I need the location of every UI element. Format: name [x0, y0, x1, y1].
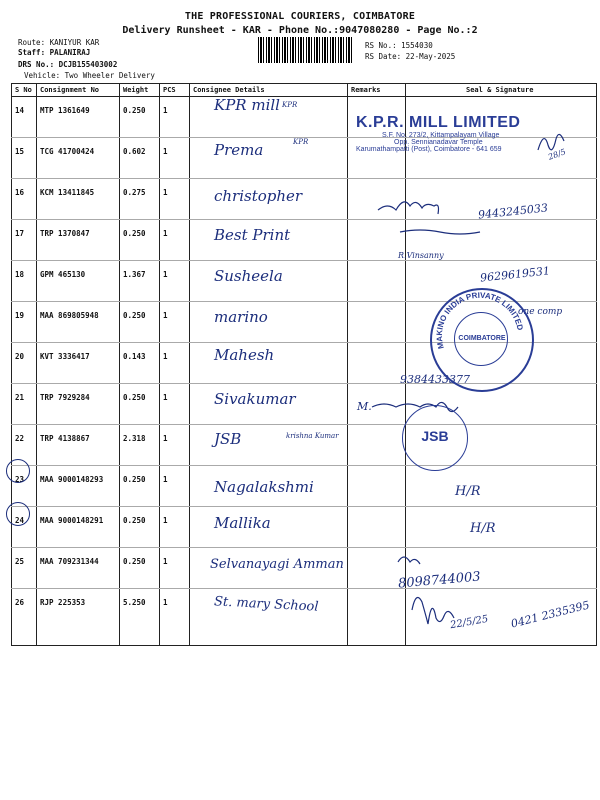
- row-consignment: TRP 4138867: [37, 425, 120, 466]
- jsb-stamp: [402, 405, 468, 471]
- row-sno: 21: [12, 384, 37, 425]
- vehicle-label: Vehicle: Two Wheeler Delivery: [24, 71, 155, 80]
- signature-21: M.: [357, 400, 372, 413]
- row-weight: 0.143: [120, 343, 160, 384]
- row-sno: 25: [12, 548, 37, 589]
- consignee-handwriting: Prema: [214, 141, 264, 159]
- row-sno: 22: [12, 425, 37, 466]
- col-weight: Weight: [120, 84, 160, 97]
- row-remarks: [348, 507, 406, 548]
- row-remarks: [348, 343, 406, 384]
- phone-25: 8098744003: [397, 569, 482, 592]
- row-weight: 0.250: [120, 384, 160, 425]
- consignee-handwriting: Best Print: [214, 226, 291, 244]
- table-row: [12, 384, 597, 425]
- row-pcs: 1: [160, 97, 190, 138]
- row-consignment: MAA 709231344: [37, 548, 120, 589]
- runsheet-title: THE PROFESSIONAL COURIERS, COIMBATORE: [184, 11, 416, 22]
- col-seal: Seal & Signature: [406, 84, 597, 97]
- signature-19: one comp: [518, 307, 563, 317]
- row-consignment: KCM 13411845: [37, 179, 120, 220]
- row-remarks: [348, 548, 406, 589]
- consignee-handwriting: St. mary School: [213, 594, 319, 615]
- table-row: [12, 425, 597, 466]
- consignee-handwriting: marino: [214, 308, 268, 326]
- phone-18: 9629619531: [479, 264, 551, 285]
- row-remarks: [348, 466, 406, 507]
- row-weight: 1.367: [120, 261, 160, 302]
- consignee-handwriting: Nagalakshmi: [214, 478, 314, 496]
- row-weight: 0.250: [120, 97, 160, 138]
- row-pcs: 1: [160, 466, 190, 507]
- col-remarks: Remarks: [348, 84, 406, 97]
- row-pcs: 1: [160, 425, 190, 466]
- row-remarks: [348, 220, 406, 261]
- row-weight: 5.250: [120, 589, 160, 646]
- row-sno: 15: [12, 138, 37, 179]
- row-pcs: 1: [160, 302, 190, 343]
- row-weight: 0.250: [120, 466, 160, 507]
- row-24-circle: [6, 502, 30, 526]
- row-seal: [406, 589, 597, 646]
- runsheet-subtitle: Delivery Runsheet - KAR - Phone No.:9047080280 - Page No.:2: [122, 25, 478, 36]
- row-weight: 0.250: [120, 220, 160, 261]
- row-sno: 24: [12, 507, 37, 548]
- row-weight: 0.250: [120, 507, 160, 548]
- row-sno: 18: [12, 261, 37, 302]
- row-sno: 17: [12, 220, 37, 261]
- row-remarks: [348, 302, 406, 343]
- row-sno: 16: [12, 179, 37, 220]
- row-weight: 0.250: [120, 548, 160, 589]
- row-consignment: MAA 9000148293: [37, 466, 120, 507]
- row-remarks: [348, 589, 406, 646]
- table-row: [12, 507, 597, 548]
- row-sno: 26: [12, 589, 37, 646]
- kpr-stamp-line3: Karumathampatti (Post), Coimbatore - 641 659: [356, 146, 502, 153]
- row-pcs: 1: [160, 548, 190, 589]
- signature-26-date: 22/5/25: [449, 613, 490, 632]
- row-consignment: KVT 3336417: [37, 343, 120, 384]
- row-consignment: MTP 1361649: [37, 97, 120, 138]
- row-weight: 0.250: [120, 302, 160, 343]
- row-consignment: GPM 465130: [37, 261, 120, 302]
- kpr-stamp-line1: S.F. No. 273/2, Kittampalayam Village: [382, 132, 500, 139]
- consignee-handwriting: Mallika: [214, 514, 271, 532]
- route-label: Route: KANIYUR KAR: [18, 38, 100, 47]
- row-sno: 23: [12, 466, 37, 507]
- kpr-note: KPR: [282, 101, 298, 109]
- row-pcs: 1: [160, 589, 190, 646]
- row-consignment: TCG 41700424: [37, 138, 120, 179]
- row-sno: 19: [12, 302, 37, 343]
- row-weight: 0.602: [120, 138, 160, 179]
- consignee-handwriting: Selvanayagi Amman: [210, 557, 344, 572]
- row-pcs: 1: [160, 384, 190, 425]
- col-consignee: Consignee Details: [190, 84, 348, 97]
- prema-note: KPR: [293, 138, 309, 146]
- hr-23: H/R: [455, 484, 481, 499]
- phone-16: 9443245033: [477, 201, 549, 222]
- row-pcs: 1: [160, 220, 190, 261]
- row-remarks: [348, 179, 406, 220]
- staff-label: Staff: PALANIRAJ: [18, 48, 91, 57]
- phone-20: 9384433377: [400, 373, 470, 386]
- hr-24: H/R: [470, 521, 496, 536]
- col-pcs: PCS: [160, 84, 190, 97]
- table-row: [12, 220, 597, 261]
- consignee-handwriting: Sivakumar: [214, 390, 296, 408]
- row-remarks: [348, 425, 406, 466]
- barcode: [258, 37, 353, 63]
- consignee-handwriting: Mahesh: [214, 346, 275, 364]
- row-weight: 0.275: [120, 179, 160, 220]
- row-pcs: 1: [160, 261, 190, 302]
- row-seal: [406, 466, 597, 507]
- consignee-handwriting: christopher: [214, 187, 303, 205]
- drs-number: DRS No.: DCJB155403002: [18, 60, 118, 69]
- signature-date: 28/5: [547, 147, 567, 162]
- row-sno: 14: [12, 97, 37, 138]
- row-pcs: 1: [160, 179, 190, 220]
- row-consignment: MAA 869805948: [37, 302, 120, 343]
- row-consignment: TRP 1370847: [37, 220, 120, 261]
- row-pcs: 1: [160, 138, 190, 179]
- col-sno: S No: [12, 84, 37, 97]
- consignee-handwriting: JSB: [214, 430, 242, 448]
- rs-date: RS Date: 22-May-2025: [365, 52, 456, 61]
- signature-17: R.Vinsanny: [398, 251, 444, 260]
- row-remarks: [348, 261, 406, 302]
- kpr-stamp-line2: Opp. Sennianadavar Temple: [394, 139, 483, 146]
- table-header-row: [12, 84, 597, 97]
- rs-number: RS No.: 1554030: [365, 41, 433, 50]
- col-consignment: Consignment No: [37, 84, 120, 97]
- row-pcs: 1: [160, 507, 190, 548]
- makino-inner-ring: [454, 312, 508, 366]
- phone-26: 0421 2335395: [509, 598, 591, 631]
- row-consignment: MAA 9000148291: [37, 507, 120, 548]
- jsb-stamp-text: JSB: [421, 428, 449, 444]
- row-sno: 20: [12, 343, 37, 384]
- row-pcs: 1: [160, 343, 190, 384]
- row-23-circle: [6, 459, 30, 483]
- kpr-mill-stamp: [356, 114, 546, 153]
- row-consignment: TRP 7929284: [37, 384, 120, 425]
- makino-city: COIMBATORE: [458, 335, 506, 342]
- row-weight: 2.318: [120, 425, 160, 466]
- row-consignment: RJP 225353: [37, 589, 120, 646]
- row-seal: [406, 507, 597, 548]
- jsb-note: krishna Kumar: [286, 432, 339, 440]
- kpr-stamp-title: K.P.R. MILL LIMITED: [356, 114, 521, 131]
- consignee-handwriting: Susheela: [214, 267, 283, 285]
- makino-stamp: [430, 288, 534, 392]
- makino-arc-text: MAKINO INDIA PRIVATE LIMITED: [434, 290, 525, 350]
- consignee-handwriting: KPR mill: [214, 96, 280, 114]
